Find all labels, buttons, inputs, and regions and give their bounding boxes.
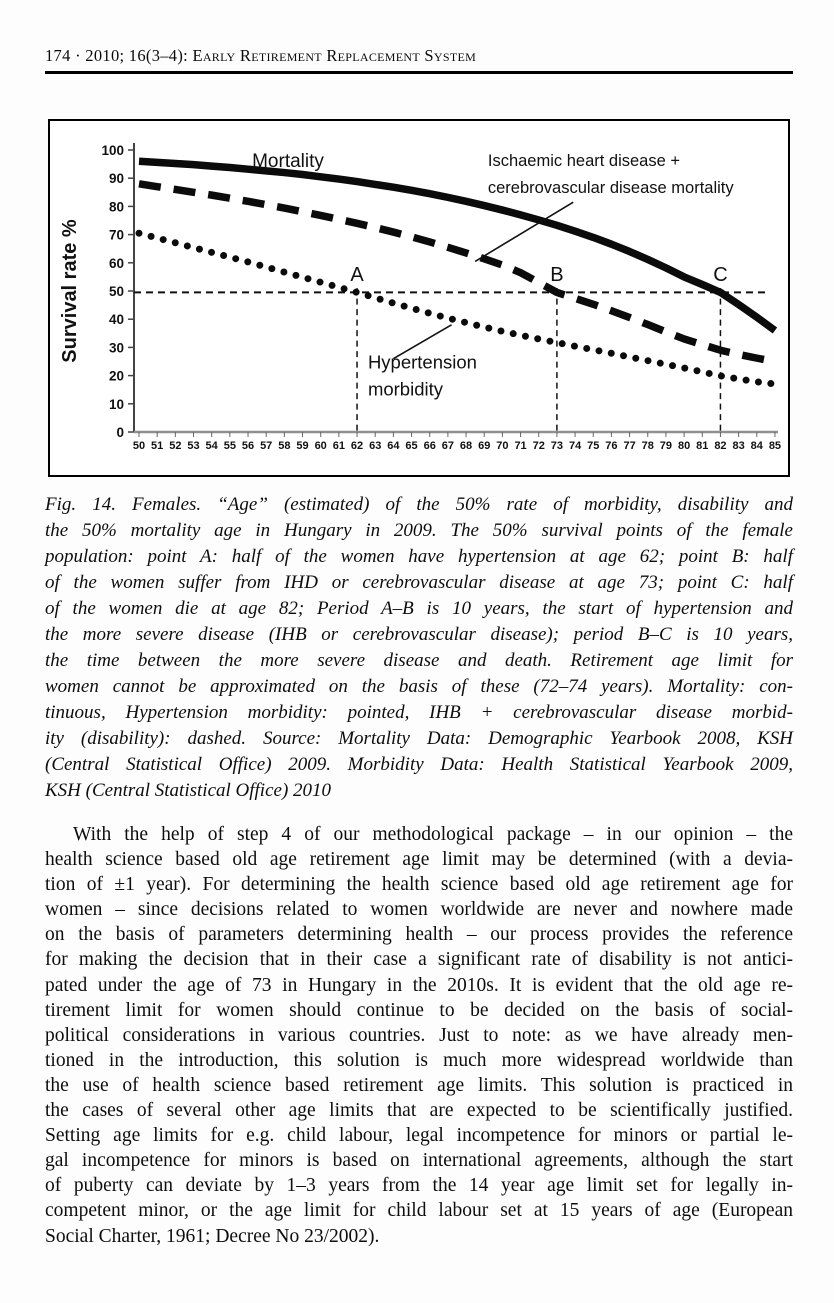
- x-tick-label: 68: [459, 440, 473, 452]
- body-paragraph-line: pated under the age of 73 in Hungary in the 2010s. It is evident that the old age re-: [45, 974, 793, 996]
- x-tick-label: 71: [514, 440, 527, 452]
- x-tick-label: 57: [260, 440, 273, 452]
- body-paragraph-line: tirement limit for women should continue to be decided on the basis of social-: [45, 999, 793, 1021]
- figure-caption-line: of the women die at age 82; Period A–B is 10 years, the start of hypertension and: [45, 598, 793, 619]
- x-tick-label: 53: [187, 440, 200, 452]
- body-paragraph-line: the cases of several other age limits that are expected to be scientifically justified.: [45, 1100, 793, 1122]
- x-tick-label: 83: [732, 440, 745, 452]
- x-tick-label: 54: [205, 440, 218, 452]
- figure-caption-line: tinuous, Hypertension morbidity: pointed, IHB + cerebrovascular disease morbid-: [45, 702, 793, 723]
- marker-letter-A: A: [350, 264, 364, 287]
- x-tick-label: 74: [568, 440, 582, 452]
- figure-caption: [45, 492, 793, 804]
- curve-label: Hypertension: [367, 351, 477, 373]
- figure-caption-line: population: point A: half of the women have hypertension at age 62; point B: half: [45, 546, 793, 567]
- body-paragraph-line: tion of ±1 year). For determining the health science based old age retirement age for: [45, 874, 793, 896]
- header-citation: 174 · 2010; 16(3–4):: [45, 46, 193, 65]
- y-axis-title: Survival rate %: [59, 219, 81, 363]
- x-tick-label: 59: [296, 440, 309, 452]
- x-tick-label: 51: [151, 440, 164, 452]
- figure-caption-line: women cannot be approximated on the basis of these (72–74 years). Mortality: con-: [45, 676, 793, 697]
- body-paragraph-line: on the basis of parameters determining health – our process provides the reference: [45, 924, 793, 946]
- x-tick-label: 81: [696, 440, 709, 452]
- body-paragraph: [45, 822, 793, 1249]
- marker-letter-C: C: [713, 264, 728, 287]
- curve-label: cerebrovascular disease mortality: [487, 178, 734, 197]
- x-tick-label: 77: [623, 440, 636, 452]
- x-tick-label: 65: [405, 440, 418, 452]
- x-tick-label: 64: [387, 440, 400, 452]
- figure-caption-line: the more severe disease (IHB or cerebrovascular disease); period B–C is 10 years,: [45, 624, 793, 645]
- x-tick-label: 69: [478, 440, 491, 452]
- x-tick-label: 75: [587, 440, 600, 452]
- figure-caption-line: Fig. 14. Females. “Age” (estimated) of the 50% rate of morbidity, disability and: [45, 494, 793, 515]
- body-paragraph-line: tioned in the introduction, this solution is much more widespread worldwide than: [45, 1049, 793, 1071]
- x-tick-label: 55: [223, 440, 236, 452]
- figure-caption-line: the 50% mortality age in Hungary in 2009. The 50% survival points of the female: [45, 520, 793, 541]
- x-tick-label: 70: [496, 440, 509, 452]
- x-tick-label: 85: [768, 440, 782, 452]
- y-tick-label: 50: [108, 284, 124, 299]
- y-tick-label: 40: [108, 312, 124, 328]
- body-paragraph-line: competent minor, or the age limit for child labour set at 15 years of age (European: [45, 1200, 793, 1222]
- body-paragraph-line: for making the decision that in their case a significant rate of disability is not antici-: [45, 949, 793, 971]
- running-header: [45, 46, 793, 66]
- y-tick-label: 20: [108, 368, 124, 384]
- x-tick-label: 62: [350, 440, 364, 452]
- x-tick-label: 67: [441, 440, 455, 452]
- header-rule: [45, 71, 793, 74]
- y-tick-label: 90: [108, 171, 124, 187]
- x-tick-label: 60: [314, 440, 327, 452]
- x-tick-label: 80: [677, 440, 691, 452]
- y-tick-label: 80: [108, 199, 124, 215]
- figure-caption-line: ity (disability): dashed. Source: Mortality Data: Demographic Yearbook 2008, KSH: [45, 728, 793, 749]
- body-paragraph-line: health science based old age retirement age limit may be determined (with a devia-: [45, 849, 793, 871]
- survival-chart-figure: [48, 119, 790, 477]
- survival-chart: [50, 121, 784, 471]
- y-tick-label: 70: [108, 227, 124, 243]
- x-tick-label: 84: [750, 440, 763, 452]
- x-tick-label: 82: [714, 440, 727, 452]
- x-tick-label: 61: [332, 440, 345, 452]
- leader-line: [475, 202, 573, 261]
- y-tick-label: 60: [108, 255, 124, 271]
- figure-caption-line: the time between the more severe disease and death. Retirement age limit for: [45, 650, 793, 671]
- figure-caption-line: (Central Statistical Office) 2009. Morbidity Data: Health Statistical Yearbook 2009,: [45, 754, 793, 775]
- y-tick-label: 100: [101, 143, 124, 158]
- x-tick-label: 76: [605, 440, 618, 452]
- x-tick-label: 78: [641, 440, 654, 452]
- body-paragraph-line: With the help of step 4 of our methodological package – in our opinion – the: [73, 824, 793, 845]
- figure-caption-line: KSH (Central Statistical Office) 2010: [45, 780, 332, 801]
- x-tick-label: 66: [423, 440, 436, 452]
- body-paragraph-line: women – since decisions related to women worldwide are never and nowhere made: [45, 899, 793, 921]
- curve-label: Ischaemic heart disease +: [487, 152, 681, 171]
- body-paragraph-line: Social Charter, 1961; Decree No 23/2002).: [45, 1225, 380, 1247]
- body-paragraph-line: the use of health science based retirement age limits. This solution is practiced in: [45, 1074, 793, 1096]
- y-tick-label: 0: [116, 425, 124, 440]
- x-tick-label: 73: [550, 440, 564, 452]
- x-tick-label: 52: [169, 440, 182, 452]
- y-tick-label: 10: [108, 396, 124, 412]
- x-tick-label: 79: [659, 440, 673, 452]
- y-tick-label: 30: [108, 340, 124, 356]
- figure-caption-line: of the women suffer from IHD or cerebrovascular disease at age 73; point C: half: [45, 572, 793, 593]
- body-paragraph-line: gal incompetence for minors is based on international agreements, although the start: [45, 1150, 793, 1172]
- body-paragraph-line: Setting age limits for e.g. child labour, legal incompetence for minors or partial le-: [45, 1125, 793, 1147]
- body-paragraph-line: of puberty can deviate by 1–3 years from the 14 year age limit set for legally in-: [45, 1175, 793, 1197]
- x-tick-label: 56: [241, 440, 255, 452]
- curve-label: Mortality: [252, 150, 324, 172]
- marker-letter-B: B: [550, 264, 564, 287]
- x-tick-label: 58: [278, 440, 291, 452]
- body-paragraph-line: political considerations in various countries. Just to note: as we have already men-: [45, 1024, 793, 1046]
- x-tick-label: 72: [532, 440, 545, 452]
- x-tick-label: 50: [132, 440, 146, 452]
- header-title: Early Retirement Replacement System: [192, 46, 477, 65]
- curve-label: morbidity: [367, 378, 444, 400]
- x-tick-label: 63: [369, 440, 382, 452]
